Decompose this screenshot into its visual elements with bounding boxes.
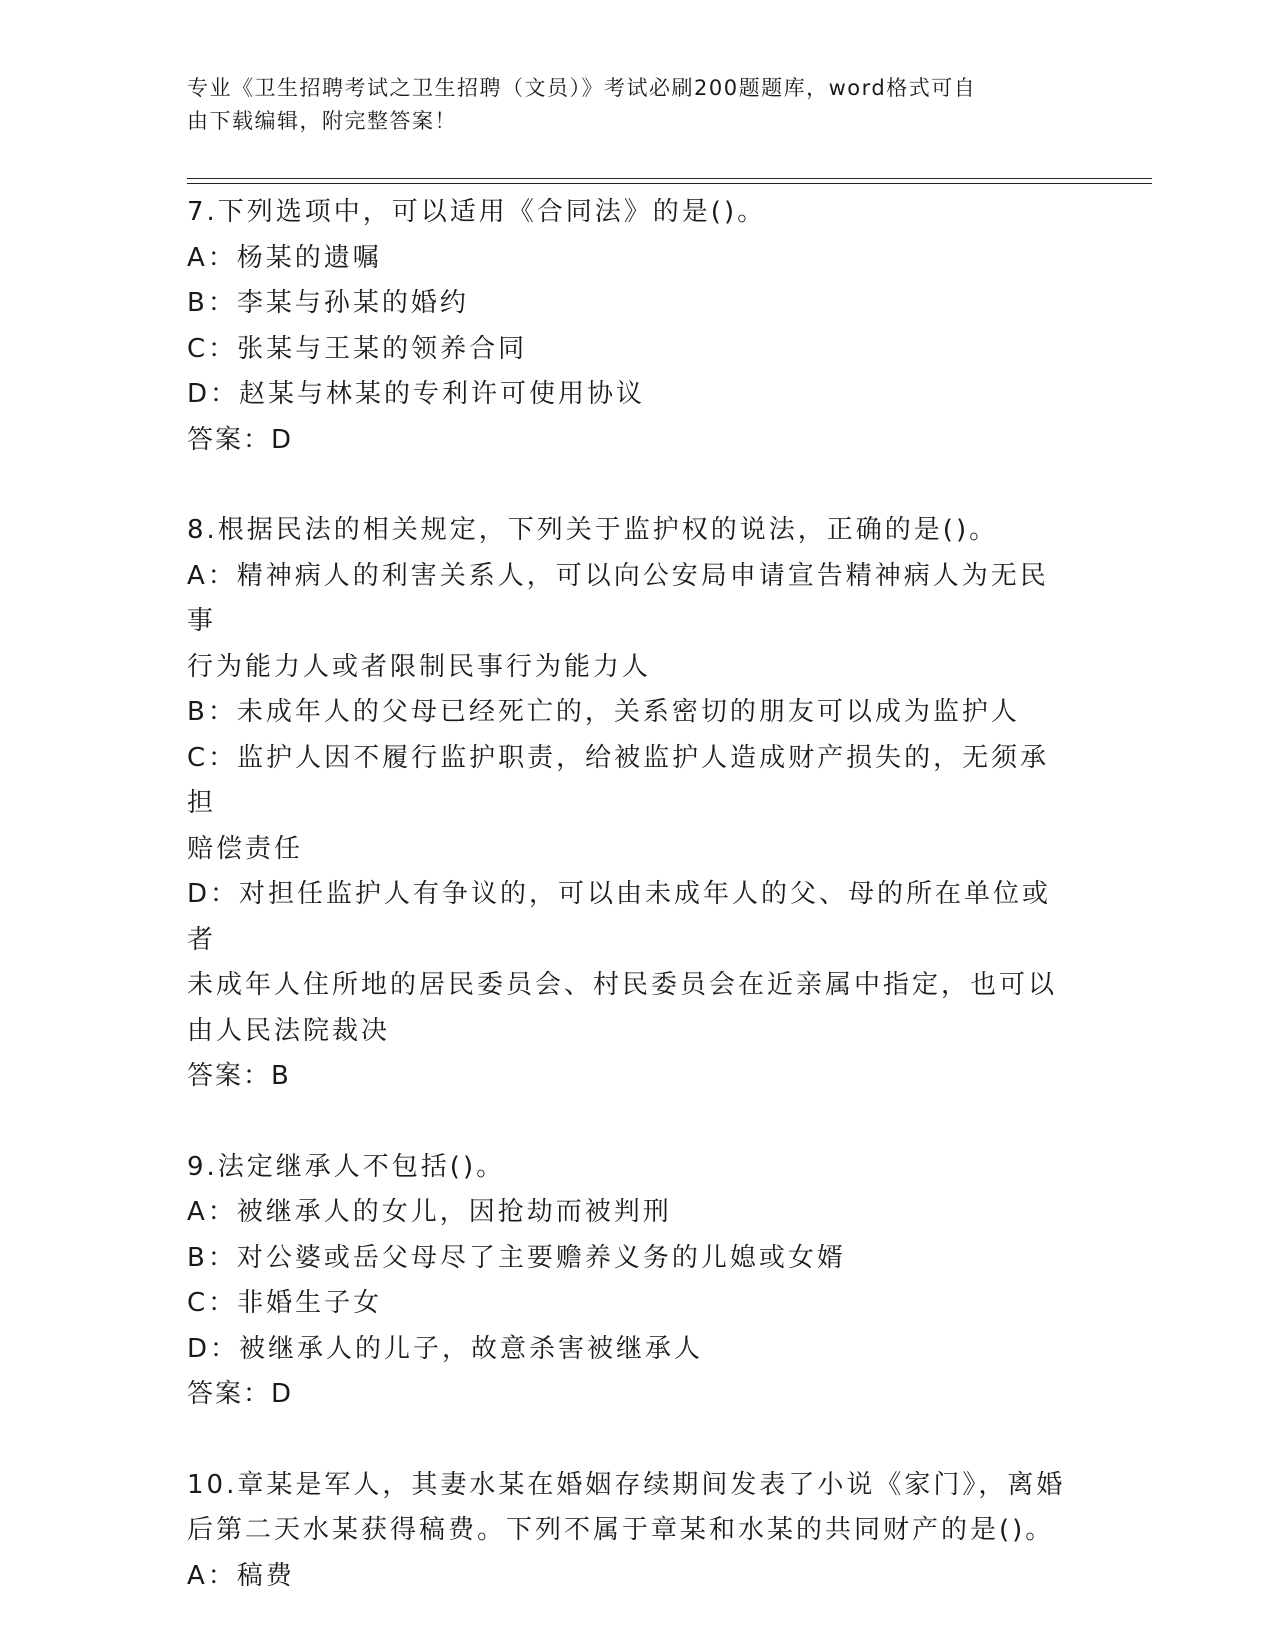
header-divider-top (187, 178, 1152, 179)
correct-answer: 答案：B (187, 1061, 291, 1091)
question-stem: 9.法定继承人不包括()。 (187, 1151, 506, 1182)
correct-answer: 答案：D (187, 424, 294, 455)
question-list (187, 190, 1067, 1599)
header-divider-bottom (187, 183, 1152, 184)
answer-option: A：被继承人的女儿，因抢劫而被判刑 (187, 1197, 672, 1227)
answer-option: D：对担任监护人有争议的，可以由未成年人的父、母的所在单位或者 (187, 879, 1052, 955)
question-block (187, 508, 1067, 1145)
answer-option: C：监护人因不履行监护职责，给被监护人造成财产损失的，无须承担 (187, 742, 1050, 818)
question-spacer (187, 463, 1067, 508)
answer-option: 由人民法院裁决 (187, 1015, 391, 1046)
header-line-2: 由下载编辑，附完整答案！ (187, 109, 457, 133)
question-block (187, 1463, 1067, 1600)
correct-answer: 答案：D (187, 1379, 294, 1409)
answer-option: C：非婚生子女 (187, 1288, 383, 1318)
answer-option: B：对公婆或岳父母尽了主要赡养义务的儿媳或女婿 (187, 1242, 846, 1273)
document-header (187, 72, 1067, 138)
question-stem: 8.根据民法的相关规定，下列关于监护权的说法，正确的是()。 (187, 515, 999, 545)
answer-option: A：精神病人的利害关系人，可以向公安局申请宣告精神病人为无民事 (187, 560, 1049, 636)
answer-option: 未成年人住所地的居民委员会、村民委员会在近亲属中指定，也可以 (187, 970, 1058, 1000)
answer-option: D：被继承人的儿子，故意杀害被继承人 (187, 1333, 704, 1364)
answer-option: B：李某与孙某的婚约 (187, 288, 469, 318)
answer-option: 赔偿责任 (187, 833, 304, 864)
question-stem: 10.章某是军人，其妻水某在婚姻存续期间发表了小说《家门》，离婚 (187, 1469, 1066, 1500)
header-line-1: 专业《卫生招聘考试之卫生招聘（文员）》考试必刷200题题库，word格式可自 (187, 76, 977, 100)
question-block (187, 1145, 1067, 1463)
question-block (187, 190, 1067, 508)
answer-option: 行为能力人或者限制民事行为能力人 (187, 651, 652, 682)
answer-option: A：杨某的遗嘱 (187, 242, 382, 273)
answer-option: C：张某与王某的领养合同 (187, 333, 528, 364)
question-stem: 后第二天水某获得稿费。下列不属于章某和水某的共同财产的是()。 (187, 1515, 1055, 1545)
question-spacer (187, 1418, 1067, 1463)
question-spacer (187, 1100, 1067, 1145)
answer-option: D：赵某与林某的专利许可使用协议 (187, 379, 646, 409)
answer-option: B：未成年人的父母已经死亡的，关系密切的朋友可以成为监护人 (187, 697, 1020, 727)
question-stem: 7.下列选项中，可以适用《合同法》的是()。 (187, 197, 767, 227)
answer-option: A：稿费 (187, 1560, 295, 1591)
